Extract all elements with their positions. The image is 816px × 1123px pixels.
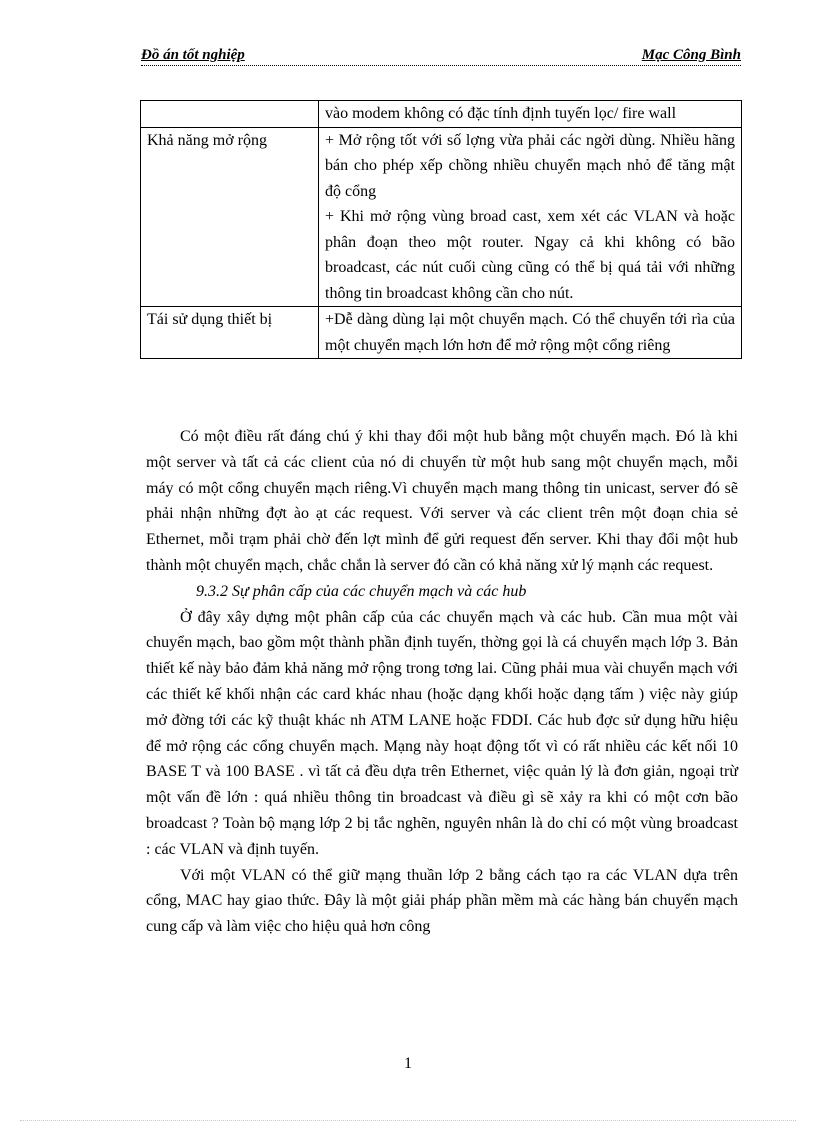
table-row-content (319, 127, 742, 307)
table-row-label: Khả năng mở rộng (141, 127, 319, 307)
table-cell-paragraph: + Khi mở rộng vùng broad cast, xem xét các VLAN và hoặc phân đoạn theo một router. Ngay cả khi không có bão broadcast, các nút cuối cùng cũng có thể bị quá tải với những thông tin broadcast không cần cho nút. (325, 208, 735, 302)
header-author-name: Mạc Công Bình (641, 47, 741, 63)
page-header (141, 47, 741, 69)
table-cell-paragraph: +Dễ dàng dùng lại một chuyển mạch. Có thể chuyển tới rìa của một chuyển mạch lớn hơn để mở rộng một cổng riêng (325, 311, 735, 354)
table-row (141, 101, 742, 128)
body-text (146, 424, 738, 940)
footer-rule (20, 1120, 796, 1121)
table-row-label: Tái sử dụng thiết bị (141, 307, 319, 359)
page-number: 1 (404, 1055, 412, 1072)
table-cell-paragraph: vào modem không có đặc tính định tuyến lọc/ fire wall (325, 105, 677, 122)
table-row-content (319, 307, 742, 359)
body-paragraph: Với một VLAN có thể giữ mạng thuần lớp 2 bằng cách tạo ra các VLAN dựa trên cổng, MAC hay giao thức. Đây là một giải pháp phần mềm mà các hàng bán chuyển mạch cung cấp và làm việc cho hiệu quả hơn công (146, 866, 738, 936)
body-paragraph: Có một điều rất đáng chú ý khi thay đổi một hub bằng một chuyển mạch. Đó là khi một server và tất cả các client của nó di chuyển từ một hub sang một chuyển mạch, mỗi máy có một cổng chuyển mạch riêng.Vì chuyển mạch mang thông tin unicast, server đó sẽ phải nhận những đợt ào ạt các request. Với server và các client trên một đoạn chia sẻ Ethernet, mỗi trạm phải chờ đến lợt mình để gửi request đến server. Khi thay đổi một hub thành một chuyển mạch, chắc chắn là server đó cần có khả năng xử lý mạnh các request. (146, 428, 738, 574)
header-rule (141, 65, 741, 66)
header-thesis-title: Đồ án tốt nghiệp (141, 47, 245, 63)
table-row (141, 307, 742, 359)
comparison-table (140, 100, 742, 359)
table-row-content (319, 101, 742, 128)
body-paragraph: Ở đây xây dựng một phân cấp của các chuyển mạch và các hub. Cần mua một vài chuyển mạch, bao gồm một thành phần định tuyến, thờng gọi là cá chuyển mạch lớp 3. Bản thiết kế này bảo đảm khả năng mở rộng trong tơng lai. Cũng phải mua vài chuyển mạch với các thiết kế khối nhận các card khác nhau (hoặc dạng khối hoặc dạng tấm ) việc này giúp mở đờng tới các kỹ thuật khác nh ATM LANE hoặc FDDI. Các hub đợc sử dụng hữu hiệu để mở rộng các cổng chuyển mạch. Mạng này hoạt động tốt vì có rất nhiều các kết nối 10 BASE T và 100 BASE . vì tất cả đều dựa trên Ethernet, việc quản lý là đơn giản, ngoại trừ một vấn đề lớn : quá nhiều thông tin broadcast và điều gì sẽ xảy ra khi có một cơn bão broadcast ? Toàn bộ mạng lớp 2 bị tắc nghẽn, nguyên nhân là do chỉ có một vùng broadcast : các VLAN và định tuyến. (146, 608, 738, 858)
table-row-label (141, 101, 319, 128)
section-heading: 9.3.2 Sự phân cấp của các chuyển mạch và các hub (196, 582, 527, 600)
table-row (141, 127, 742, 307)
table-cell-paragraph: + Mở rộng tốt với số lợng vừa phải các ngời dùng. Nhiều hãng bán cho phép xếp chồng nhiều chuyển mạch nhỏ để tăng mật độ cổng (325, 131, 735, 200)
